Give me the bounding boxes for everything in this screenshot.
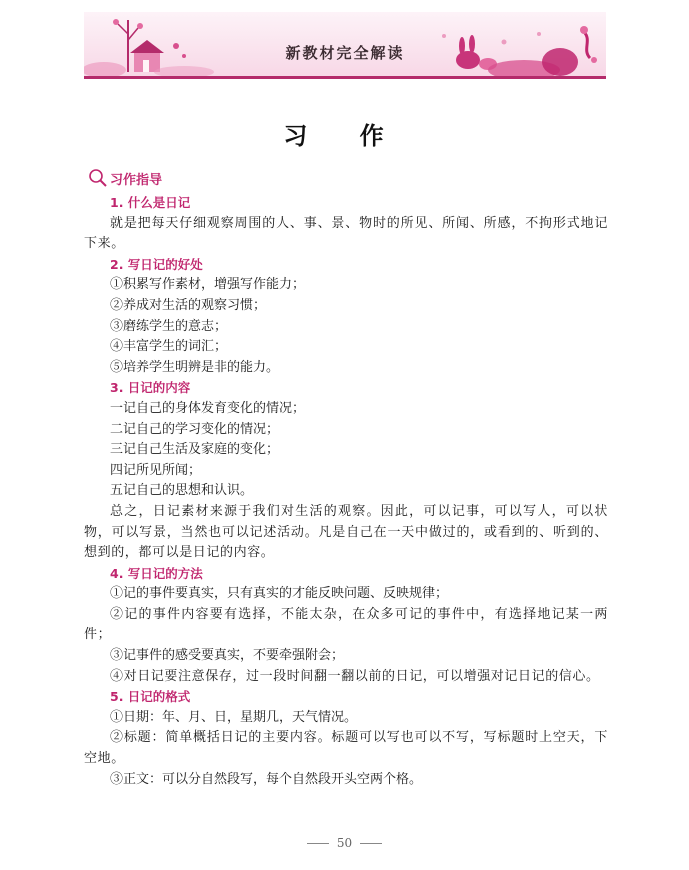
list-item: ③正文：可以分自然段写，每个自然段开头空两个格。 — [110, 771, 423, 787]
article-body — [84, 193, 608, 790]
list-item: ⑤培养学生明辨是非的能力。 — [110, 359, 280, 375]
page-title: 习 作 — [283, 121, 406, 150]
list-item: ②记的事件内容要有选择，不能太杂，在众多可记的事件中，有选择地记某一两件； — [84, 606, 608, 643]
list-item: ③记事件的感受要真实，不要牵强附会； — [110, 648, 345, 664]
banner-rule — [84, 76, 606, 79]
section-heading: 2. 写日记的好处 — [110, 256, 203, 272]
paragraph: 总之，日记素材来源于我们对生活的观察。因此，可以记事，可以写人，可以状物，可以写景，当然也可以记述活动。凡是自己在一天中做过的，或看到的、听到的、想到的，都可以是日记的内容。 — [84, 503, 608, 561]
section-heading: 4. 写日记的方法 — [110, 565, 203, 581]
section-tag — [88, 168, 162, 188]
list-item: ③磨练学生的意志； — [110, 318, 228, 334]
list-item: 五记自己的思想和认识。 — [110, 483, 254, 499]
list-item: 二记自己的学习变化的情况； — [110, 421, 280, 437]
book-title: 新教材完全解读 — [285, 44, 405, 62]
section-heading: 1. 什么是日记 — [110, 195, 191, 210]
page-number-dash — [307, 843, 329, 844]
section-heading: 3. 日记的内容 — [110, 380, 191, 396]
list-item: 四记所见所闻； — [110, 462, 202, 478]
paragraph: 就是把每天仔细观察周围的人、事、景、物时的所见、所闻、所感，不拘形式地记下来。 — [84, 215, 608, 252]
list-item: ①记的事件要真实，只有真实的才能反映问题、反映规律； — [110, 586, 449, 602]
section-heading: 5. 日记的格式 — [110, 689, 191, 705]
page-number — [0, 836, 689, 850]
list-item: ②养成对生活的观察习惯； — [110, 297, 267, 313]
list-item: ④对日记要注意保存，过一段时间翻一翻以前的日记，可以增强对记日记的信心。 — [110, 668, 600, 684]
list-item: ②标题：简单概括日记的主要内容。标题可以写也可以不写，写标题时上空天，下空地。 — [84, 730, 608, 767]
page-number-value: 50 — [336, 836, 353, 850]
list-item: 三记自己生活及家庭的变化； — [110, 442, 280, 458]
header-banner — [84, 12, 606, 78]
page-number-dash — [360, 843, 382, 844]
list-item: ①日期：年、月、日，星期几，天气情况。 — [110, 709, 358, 725]
list-item: ①积累写作素材，增强写作能力； — [110, 277, 306, 293]
magnifier-icon — [88, 168, 108, 188]
list-item: 一记自己的身体发育变化的情况； — [110, 400, 306, 416]
list-item: ④丰富学生的词汇； — [110, 339, 228, 355]
section-tag-label: 习作指导 — [110, 172, 163, 188]
